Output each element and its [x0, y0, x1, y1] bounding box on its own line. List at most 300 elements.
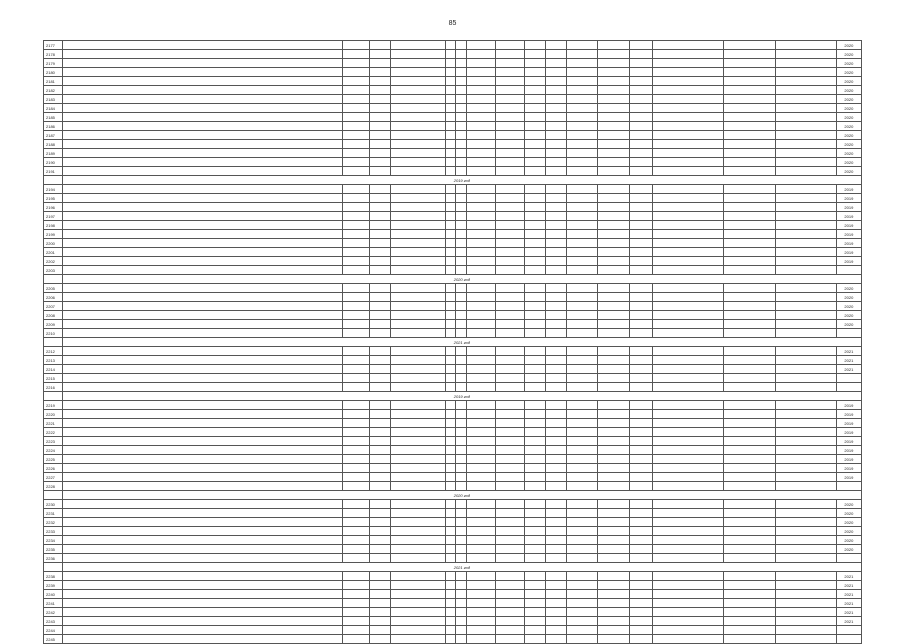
table-row	[44, 167, 862, 176]
table-cell	[343, 473, 370, 482]
table-cell	[370, 77, 391, 86]
table-cell	[723, 311, 775, 320]
table-cell	[723, 131, 775, 140]
table-cell	[546, 419, 567, 428]
table-cell	[525, 77, 546, 86]
table-cell	[525, 599, 546, 608]
table-cell	[525, 473, 546, 482]
table-cell	[391, 473, 445, 482]
completion-year: 2020	[836, 140, 861, 149]
table-cell	[546, 86, 567, 95]
table-cell	[445, 365, 455, 374]
row-number: 2190	[44, 158, 63, 167]
table-cell	[776, 509, 837, 518]
table-cell	[445, 356, 455, 365]
table-cell	[391, 311, 445, 320]
table-cell	[723, 284, 775, 293]
table-cell	[629, 302, 652, 311]
table-cell	[495, 230, 524, 239]
table-cell	[495, 320, 524, 329]
table-row	[44, 41, 862, 50]
table-cell	[598, 167, 629, 176]
table-cell	[776, 482, 837, 491]
table-cell	[343, 383, 370, 392]
table-cell	[776, 104, 837, 113]
table-cell	[391, 113, 445, 122]
table-cell	[598, 527, 629, 536]
completion-year: 2019	[836, 464, 861, 473]
table-cell	[652, 626, 723, 635]
table-cell	[391, 464, 445, 473]
table-cell	[466, 383, 495, 392]
table-cell	[566, 140, 597, 149]
table-cell	[466, 446, 495, 455]
table-cell	[525, 266, 546, 275]
table-cell	[343, 455, 370, 464]
table-cell	[525, 365, 546, 374]
table-cell	[598, 230, 629, 239]
row-number: 2198	[44, 221, 63, 230]
table-cell	[343, 284, 370, 293]
table-cell	[391, 203, 445, 212]
table-cell	[445, 257, 455, 266]
table-cell	[495, 482, 524, 491]
table-row	[44, 482, 862, 491]
table-cell	[776, 158, 837, 167]
table-cell	[723, 320, 775, 329]
table-cell	[445, 167, 455, 176]
completion-year: 2019	[836, 221, 861, 230]
table-cell	[525, 149, 546, 158]
table-cell	[776, 617, 837, 626]
table-row	[44, 473, 862, 482]
table-cell	[343, 500, 370, 509]
table-cell	[723, 608, 775, 617]
table-row	[44, 122, 862, 131]
table-cell	[466, 284, 495, 293]
table-cell	[525, 131, 546, 140]
table-cell	[525, 212, 546, 221]
table-cell	[445, 446, 455, 455]
completion-year: 2020	[836, 536, 861, 545]
table-cell	[62, 50, 342, 59]
table-cell	[629, 581, 652, 590]
table-cell	[62, 437, 342, 446]
table-cell	[391, 95, 445, 104]
table-cell	[495, 131, 524, 140]
table-cell	[495, 329, 524, 338]
table-cell	[495, 599, 524, 608]
completion-year: 2020	[836, 509, 861, 518]
table-row	[44, 113, 862, 122]
table-cell	[598, 500, 629, 509]
table-cell	[456, 527, 466, 536]
section-header-row	[44, 563, 862, 572]
table-cell	[370, 320, 391, 329]
table-cell	[566, 545, 597, 554]
table-cell	[343, 230, 370, 239]
table-cell	[629, 167, 652, 176]
table-cell	[566, 50, 597, 59]
table-cell	[598, 131, 629, 140]
table-cell	[495, 428, 524, 437]
table-cell	[652, 248, 723, 257]
table-cell	[629, 212, 652, 221]
table-cell	[391, 140, 445, 149]
table-cell	[391, 194, 445, 203]
table-cell	[629, 545, 652, 554]
table-cell	[466, 194, 495, 203]
table-cell	[445, 311, 455, 320]
table-cell	[343, 257, 370, 266]
table-cell	[445, 194, 455, 203]
table-cell	[629, 257, 652, 266]
table-cell	[445, 518, 455, 527]
table-cell	[495, 194, 524, 203]
table-cell	[566, 41, 597, 50]
table-cell	[495, 212, 524, 221]
table-row	[44, 446, 862, 455]
table-cell	[776, 500, 837, 509]
table-cell	[343, 410, 370, 419]
row-number: 2185	[44, 113, 63, 122]
table-cell	[776, 50, 837, 59]
table-cell	[466, 356, 495, 365]
table-cell	[776, 185, 837, 194]
table-cell	[776, 518, 837, 527]
table-cell	[391, 167, 445, 176]
table-cell	[445, 266, 455, 275]
completion-year: 2020	[836, 95, 861, 104]
table-cell	[629, 383, 652, 392]
table-cell	[343, 527, 370, 536]
table-cell	[445, 581, 455, 590]
table-cell	[456, 446, 466, 455]
table-cell	[652, 347, 723, 356]
table-cell	[566, 68, 597, 77]
completion-year: 2019	[836, 239, 861, 248]
table-cell	[391, 428, 445, 437]
table-cell	[62, 230, 342, 239]
table-cell	[343, 140, 370, 149]
table-cell	[391, 401, 445, 410]
table-cell	[391, 572, 445, 581]
section-header-spacer	[44, 392, 63, 401]
table-cell	[456, 122, 466, 131]
table-cell	[466, 464, 495, 473]
table-cell	[629, 554, 652, 563]
table-cell	[445, 572, 455, 581]
row-number: 2189	[44, 149, 63, 158]
table-row	[44, 239, 862, 248]
table-cell	[546, 239, 567, 248]
table-cell	[62, 68, 342, 77]
table-cell	[566, 356, 597, 365]
table-cell	[566, 239, 597, 248]
table-cell	[456, 302, 466, 311]
table-cell	[723, 302, 775, 311]
table-cell	[525, 203, 546, 212]
table-cell	[370, 554, 391, 563]
table-cell	[391, 77, 445, 86]
table-cell	[566, 572, 597, 581]
row-number: 2215	[44, 374, 63, 383]
completion-year: 2020	[836, 293, 861, 302]
table-cell	[598, 383, 629, 392]
section-year-label: 2020 год	[62, 491, 861, 500]
table-cell	[566, 347, 597, 356]
table-cell	[466, 41, 495, 50]
table-cell	[598, 347, 629, 356]
table-cell	[343, 554, 370, 563]
table-cell	[466, 437, 495, 446]
table-cell	[776, 131, 837, 140]
completion-year: 2019	[836, 257, 861, 266]
table-cell	[776, 257, 837, 266]
table-cell	[566, 266, 597, 275]
table-cell	[370, 248, 391, 257]
table-cell	[598, 266, 629, 275]
table-cell	[456, 266, 466, 275]
table-cell	[723, 329, 775, 338]
completion-year: 2021	[836, 617, 861, 626]
table-cell	[525, 59, 546, 68]
table-cell	[566, 518, 597, 527]
table-cell	[723, 401, 775, 410]
table-cell	[629, 572, 652, 581]
table-cell	[566, 554, 597, 563]
table-cell	[776, 77, 837, 86]
table-row	[44, 266, 862, 275]
row-number: 2202	[44, 257, 63, 266]
table-cell	[598, 410, 629, 419]
table-cell	[445, 212, 455, 221]
table-cell	[466, 419, 495, 428]
table-cell	[546, 320, 567, 329]
table-cell	[652, 149, 723, 158]
table-cell	[370, 230, 391, 239]
table-cell	[546, 500, 567, 509]
table-cell	[598, 41, 629, 50]
table-cell	[495, 284, 524, 293]
table-cell	[391, 446, 445, 455]
table-cell	[598, 185, 629, 194]
table-cell	[546, 230, 567, 239]
table-cell	[652, 599, 723, 608]
table-cell	[391, 581, 445, 590]
table-cell	[445, 68, 455, 77]
table-cell	[343, 536, 370, 545]
table-cell	[456, 149, 466, 158]
table-cell	[495, 419, 524, 428]
section-header-row	[44, 338, 862, 347]
completion-year: 2020	[836, 527, 861, 536]
table-cell	[652, 581, 723, 590]
table-cell	[495, 257, 524, 266]
table-cell	[723, 221, 775, 230]
table-cell	[445, 554, 455, 563]
table-cell	[466, 140, 495, 149]
table-cell	[629, 617, 652, 626]
table-cell	[456, 284, 466, 293]
row-number: 2223	[44, 437, 63, 446]
table-cell	[495, 455, 524, 464]
table-cell	[466, 167, 495, 176]
section-header-spacer	[44, 563, 63, 572]
table-cell	[456, 536, 466, 545]
row-number: 2180	[44, 68, 63, 77]
table-row	[44, 455, 862, 464]
table-cell	[723, 95, 775, 104]
table-cell	[652, 356, 723, 365]
table-cell	[723, 536, 775, 545]
table-row	[44, 383, 862, 392]
table-cell	[566, 320, 597, 329]
table-cell	[495, 149, 524, 158]
table-cell	[723, 635, 775, 644]
table-cell	[445, 185, 455, 194]
row-number: 2194	[44, 185, 63, 194]
table-cell	[598, 401, 629, 410]
table-cell	[466, 617, 495, 626]
table-cell	[629, 149, 652, 158]
table-cell	[370, 167, 391, 176]
table-cell	[343, 248, 370, 257]
table-cell	[598, 320, 629, 329]
table-cell	[525, 608, 546, 617]
table-cell	[445, 590, 455, 599]
table-cell	[445, 626, 455, 635]
table-cell	[525, 464, 546, 473]
table-cell	[629, 86, 652, 95]
table-cell	[723, 113, 775, 122]
table-cell	[723, 446, 775, 455]
table-cell	[598, 158, 629, 167]
table-cell	[629, 284, 652, 293]
table-cell	[629, 158, 652, 167]
table-cell	[391, 50, 445, 59]
table-cell	[546, 401, 567, 410]
table-cell	[525, 113, 546, 122]
table-cell	[62, 113, 342, 122]
table-cell	[776, 68, 837, 77]
table-cell	[343, 617, 370, 626]
table-cell	[343, 482, 370, 491]
table-row	[44, 221, 862, 230]
table-cell	[566, 284, 597, 293]
table-cell	[776, 536, 837, 545]
table-cell	[546, 545, 567, 554]
table-cell	[62, 473, 342, 482]
table-cell	[391, 284, 445, 293]
table-cell	[62, 347, 342, 356]
table-cell	[391, 347, 445, 356]
table-cell	[456, 590, 466, 599]
completion-year: 2021	[836, 590, 861, 599]
row-number: 2183	[44, 95, 63, 104]
table-cell	[629, 599, 652, 608]
table-cell	[723, 437, 775, 446]
table-cell	[343, 428, 370, 437]
table-cell	[343, 374, 370, 383]
table-cell	[370, 500, 391, 509]
table-cell	[723, 266, 775, 275]
table-cell	[343, 50, 370, 59]
table-cell	[466, 239, 495, 248]
table-cell	[652, 59, 723, 68]
table-cell	[495, 536, 524, 545]
table-cell	[445, 104, 455, 113]
table-cell	[525, 455, 546, 464]
table-cell	[525, 248, 546, 257]
table-cell	[566, 374, 597, 383]
table-cell	[466, 455, 495, 464]
table-cell	[546, 185, 567, 194]
table-cell	[466, 509, 495, 518]
table-cell	[391, 437, 445, 446]
table-cell	[466, 248, 495, 257]
table-cell	[495, 509, 524, 518]
row-number: 2230	[44, 500, 63, 509]
table-cell	[546, 257, 567, 266]
table-cell	[546, 581, 567, 590]
table-cell	[546, 131, 567, 140]
table-cell	[546, 212, 567, 221]
table-cell	[723, 248, 775, 257]
table-cell	[343, 131, 370, 140]
table-cell	[62, 95, 342, 104]
table-cell	[525, 536, 546, 545]
table-cell	[466, 221, 495, 230]
table-cell	[629, 248, 652, 257]
table-cell	[525, 167, 546, 176]
table-cell	[598, 356, 629, 365]
table-cell	[370, 455, 391, 464]
table-cell	[652, 131, 723, 140]
completion-year: 2020	[836, 122, 861, 131]
table-cell	[445, 230, 455, 239]
table-cell	[546, 608, 567, 617]
table-cell	[723, 383, 775, 392]
completion-year: 2020	[836, 131, 861, 140]
table-cell	[495, 77, 524, 86]
table-cell	[546, 68, 567, 77]
completion-year: 2021	[836, 356, 861, 365]
table-cell	[566, 293, 597, 302]
table-cell	[62, 518, 342, 527]
table-cell	[456, 419, 466, 428]
table-cell	[723, 626, 775, 635]
table-cell	[566, 158, 597, 167]
table-cell	[370, 131, 391, 140]
table-cell	[456, 131, 466, 140]
table-cell	[343, 572, 370, 581]
table-cell	[62, 617, 342, 626]
table-cell	[525, 527, 546, 536]
completion-year: 2020	[836, 149, 861, 158]
table-row	[44, 59, 862, 68]
completion-year: 2019	[836, 446, 861, 455]
table-cell	[546, 41, 567, 50]
table-cell	[62, 482, 342, 491]
table-cell	[598, 203, 629, 212]
table-cell	[776, 437, 837, 446]
table-cell	[566, 86, 597, 95]
row-number: 2195	[44, 194, 63, 203]
table-cell	[456, 374, 466, 383]
table-cell	[343, 464, 370, 473]
table-cell	[456, 509, 466, 518]
